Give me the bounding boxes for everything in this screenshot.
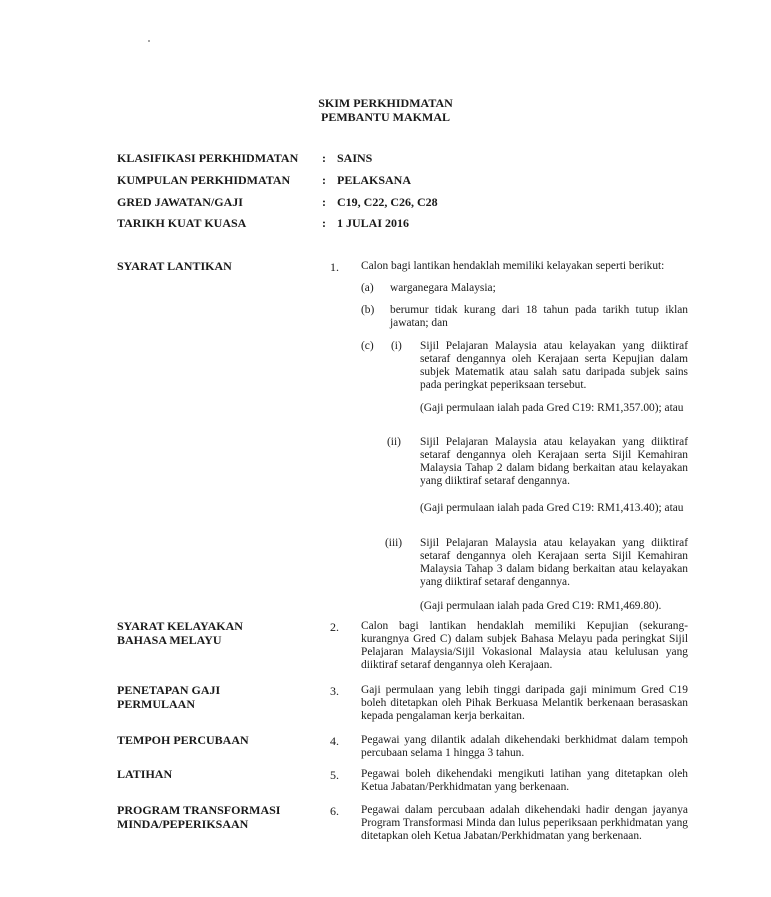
section-label-syarat-lantikan: SYARAT LANTIKAN: [117, 259, 232, 273]
section-3-text: Gaji permulaan yang lebih tinggi daripada gaji minimum Gred C19 boleh ditetapkan oleh Pihak Berkuasa Melantik berkenaan berasaskan kepada pengalaman kerja berkaitan.: [361, 684, 688, 722]
section-label-line1: PROGRAM TRANSFORMASI: [117, 803, 281, 817]
section-2-text: Calon bagi lantikan hendaklah memiliki Kepujian (sekurang-kurangnya Gred C) dalam subjek Bahasa Melayu pada peringkat Sijil Pelajaran Malaysia/Sijil Vokasional Malaysia atau kelulusan yang diiktiraf setaraf dengannya oleh Kerajaan.: [361, 620, 688, 671]
item-c-i-text: Sijil Pelajaran Malaysia atau kelayakan yang diiktiraf setaraf dengannya oleh Kerajaan serta Kepujian dalam subjek Matematik atau salah satu daripada subjek sains pada peringkat peperiksaan tersebut.: [420, 340, 688, 391]
doc-title-line1: SKIM PERKHIDMATAN: [318, 96, 453, 110]
item-c-i-marker: (i): [391, 340, 402, 352]
meta-value-gred: C19, C22, C26, C28: [337, 195, 438, 209]
meta-value-klasifikasi: SAINS: [337, 151, 373, 165]
meta-value-tarikh: 1 JULAI 2016: [337, 216, 410, 230]
section-6-text: Pegawai dalam percubaan adalah dikehendaki hadir dengan jayanya Program Transformasi Minda dan lulus peperiksaan perkhidmatan yang ditetapkan oleh Ketua Jabatan/Perkhidmatan yang berkenaan.: [361, 804, 688, 842]
section-label-line2: BAHASA MELAYU: [117, 633, 222, 647]
section-label-line1: SYARAT KELAYAKAN: [117, 619, 243, 633]
item-b-text: berumur tidak kurang dari 18 tahun pada tarikh tutup iklan jawatan; dan: [390, 304, 688, 329]
item-c-ii-gaji: (Gaji permulaan ialah pada Gred C19: RM1,413.40); atau: [420, 502, 684, 514]
section-label-line1: PENETAPAN GAJI: [117, 683, 221, 697]
meta-value-kumpulan: PELAKSANA: [337, 173, 412, 187]
section-label-line1: TEMPOH PERCUBAAN: [117, 733, 249, 747]
item-c-iii-marker: (iii): [385, 537, 403, 549]
section-5-text: Pegawai boleh dikehendaki mengikuti latihan yang ditetapkan oleh Ketua Jabatan/Perkhidmatan yang berkenaan.: [361, 768, 688, 793]
item-b-marker: (b): [361, 304, 375, 316]
meta-label-tarikh: TARIKH KUAT KUASA: [117, 216, 247, 230]
item-c-ii-text: Sijil Pelajaran Malaysia atau kelayakan yang diiktiraf setaraf dengannya oleh Kerajaan serta Sijil Kemahiran Malaysia Tahap 2 dalam bidang berkaitan atau kelayakan yang diiktiraf setaraf dengannya.: [420, 436, 688, 487]
item-c-marker: (c): [361, 340, 374, 352]
section-number: 5.: [330, 768, 339, 782]
section-label-line2: PERMULAAN: [117, 697, 195, 711]
item-c-i-gaji: (Gaji permulaan ialah pada Gred C19: RM1,357.00); atau: [420, 402, 684, 414]
section-label-line1: LATIHAN: [117, 767, 173, 781]
item-c-iii-gaji: (Gaji permulaan ialah pada Gred C19: RM1,469.80).: [420, 600, 662, 612]
section-label-line2: MINDA/PEPERIKSAAN: [117, 817, 249, 831]
section-number: 3.: [330, 684, 339, 698]
section-number: 4.: [330, 734, 339, 748]
section-number: 2.: [330, 620, 339, 634]
meta-colon: :: [322, 216, 326, 230]
item-c-iii-text: Sijil Pelajaran Malaysia atau kelayakan yang diiktiraf setaraf dengannya oleh Kerajaan serta Sijil Kemahiran Malaysia Tahap 3 dalam bidang berkaitan atau kelayakan yang diiktiraf setaraf dengannya.: [420, 537, 688, 588]
section-4-text: Pegawai yang dilantik adalah dikehendaki berkhidmat dalam tempoh percubaan selama 1 hingga 3 tahun.: [361, 734, 688, 759]
item-a-marker: (a): [361, 282, 374, 294]
meta-label-klasifikasi: KLASIFIKASI PERKHIDMATAN: [117, 151, 299, 165]
item-a-text: warganegara Malaysia;: [390, 282, 496, 294]
section-number: 1.: [330, 260, 339, 274]
meta-label-kumpulan: KUMPULAN PERKHIDMATAN: [117, 173, 291, 187]
section-number: 6.: [330, 804, 339, 818]
section-1-intro: Calon bagi lantikan hendaklah memiliki kelayakan seperti berikut:: [361, 260, 665, 272]
meta-label-gred: GRED JAWATAN/GAJI: [117, 195, 243, 209]
meta-colon: :: [322, 195, 326, 209]
scan-speck: [148, 40, 150, 42]
doc-title-line2: PEMBANTU MAKMAL: [321, 110, 450, 124]
meta-colon: :: [322, 173, 326, 187]
meta-colon: :: [322, 151, 326, 165]
item-c-ii-marker: (ii): [387, 436, 401, 448]
